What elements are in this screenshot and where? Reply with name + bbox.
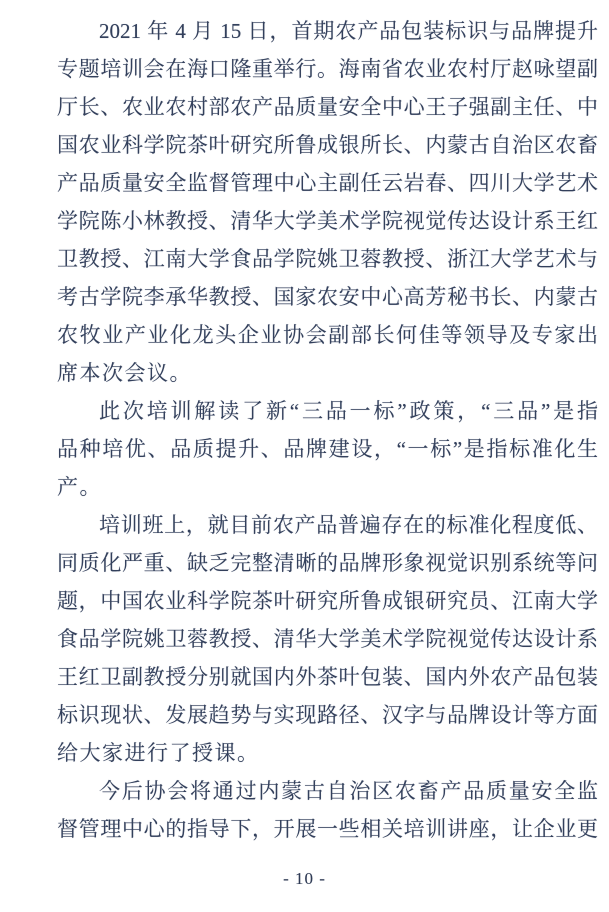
text-line: 产。 [57,475,102,499]
text-line: 食品学院姚卫蓉教授、清华大学美术学院视觉传达设计系 [57,627,598,651]
text-line: 题，中国农业科学院茶叶研究所鲁成银研究员、江南大学 [57,589,598,613]
document-text-body [57,12,598,848]
text-line: 卫教授、江南大学食品学院姚卫蓉教授、浙江大学艺术与 [57,247,598,271]
text-line: 席本次会议。 [57,361,192,385]
text-line: 此次培训解读了新“三品一标”政策，“三品”是指 [99,399,598,423]
text-line: 考古学院李承华教授、国家农安中心高芳秘书长、内蒙古 [57,285,598,309]
text-line: 督管理中心的指导下，开展一些相关培训讲座，让企业更 [57,817,598,841]
text-line: 品种培优、品质提升、品牌建设，“一标”是指标准化生 [57,437,598,461]
text-line: 农牧业产业化龙头企业协会副部长何佳等领导及专家出 [57,323,598,347]
text-line: 学院陈小林教授、清华大学美术学院视觉传达设计系王红 [57,209,598,233]
page-number: - 10 - [283,869,326,888]
text-line: 专题培训会在海口隆重举行。海南省农业农村厅赵咏望副 [57,57,598,81]
text-line: 国农业科学院茶叶研究所鲁成银所长、内蒙古自治区农畜 [57,133,598,157]
text-line: 2021 年 4 月 15 日，首期农产品包装标识与品牌提升 [99,19,598,43]
text-line: 厅长、农业农村部农产品质量安全中心王子强副主任、中 [57,95,598,119]
text-line: 标识现状、发展趋势与实现路径、汉字与品牌设计等方面 [57,703,598,727]
text-line: 培训班上，就目前农产品普遍存在的标准化程度低、 [99,513,598,537]
text-line: 产品质量安全监督管理中心主副任云岩春、四川大学艺术 [57,171,598,195]
text-line: 给大家进行了授课。 [57,741,260,765]
text-line: 王红卫副教授分别就国内外茶叶包装、国内外农产品包装 [57,665,598,689]
text-line: 今后协会将通过内蒙古自治区农畜产品质量安全监 [99,779,598,803]
text-line: 同质化严重、缺乏完整清晰的品牌形象视觉识别系统等问 [57,551,598,575]
